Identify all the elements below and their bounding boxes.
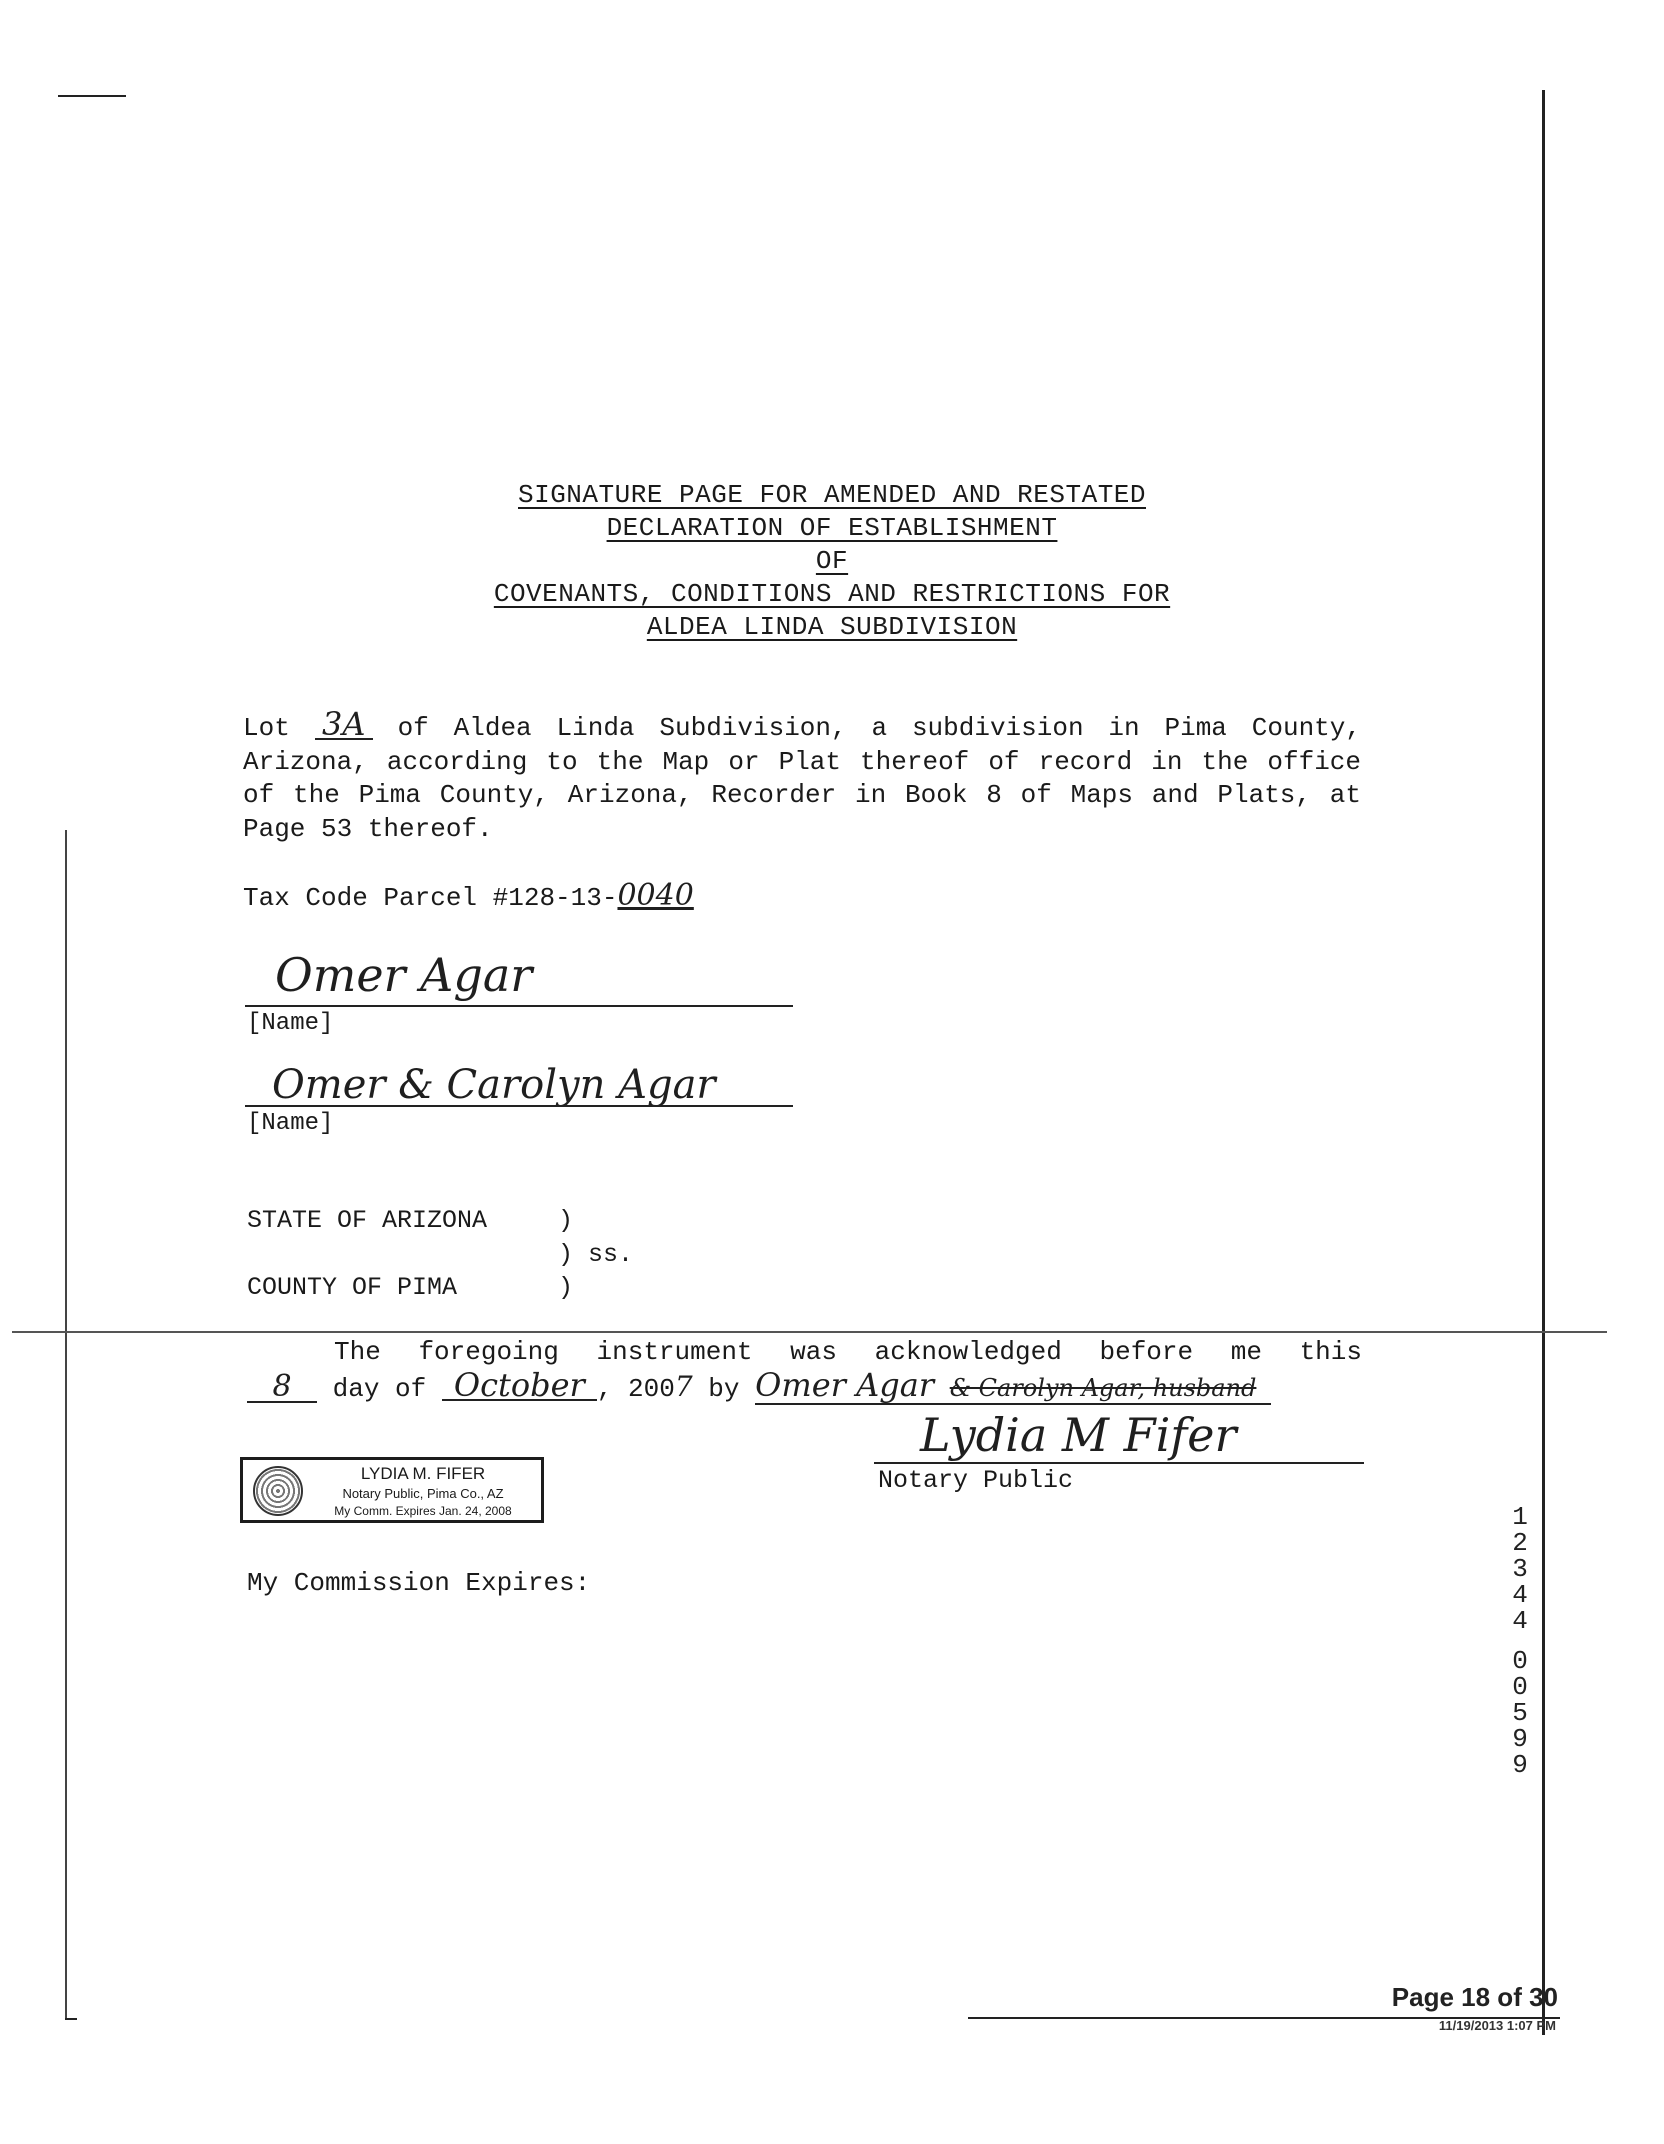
venue-ss: ) ss.	[558, 1240, 634, 1269]
notary-stamp-name: LYDIA M. FIFER	[360, 1464, 486, 1483]
top-left-mark	[58, 95, 126, 97]
venue-paren-1: )	[558, 1206, 574, 1235]
right-margin-line	[1542, 90, 1545, 2035]
name-label-2: [Name]	[247, 1110, 334, 1137]
lot-prefix: Lot	[243, 713, 290, 743]
title-line-2: DECLARATION OF ESTABLISHMENT	[606, 513, 1058, 543]
acknowledgment-month: October	[442, 1371, 597, 1401]
margin-number-char: 0	[1512, 1646, 1528, 1676]
title-line-5: ALDEA LINDA SUBDIVISION	[646, 612, 1018, 642]
margin-number-char: 9	[1512, 1750, 1528, 1780]
margin-number-char: 9	[1512, 1724, 1528, 1754]
signature-line-2	[245, 1105, 793, 1107]
margin-number-char: 4	[1512, 1606, 1528, 1636]
notary-seal-icon	[253, 1466, 303, 1516]
acknowledgment-day: 8	[247, 1373, 317, 1403]
acknowledgment-day-of: day of	[332, 1374, 427, 1404]
lot-number: 3A	[315, 710, 373, 740]
notary-stamp	[240, 1457, 544, 1523]
name-label-1: [Name]	[247, 1010, 334, 1037]
tax-code-parcel	[243, 878, 694, 913]
county-of-pima: COUNTY OF PIMA	[247, 1273, 458, 1302]
margin-number-char: 1	[1512, 1502, 1528, 1532]
lot-text: of Aldea Linda Subdivision, a subdivision in Pima County, Arizona, according to the Map or Plat thereof of record in the office of the Pima County, Arizona, Recorder in Book 8 of Maps and Plats, at Page 53 thereof.	[243, 713, 1361, 844]
venue-paren-3: )	[558, 1273, 574, 1302]
notary-public-label: Notary Public	[878, 1466, 1074, 1495]
margin-recording-number	[1507, 1502, 1533, 1780]
acknowledgment-line-2	[247, 1366, 1271, 1405]
title-line-4: COVENANTS, CONDITIONS AND RESTRICTIONS FOR	[493, 579, 1171, 609]
acknowledgment-name-field	[755, 1366, 1271, 1405]
margin-number-char: 4	[1512, 1580, 1528, 1610]
tax-code-label: Tax Code Parcel #128-13-	[243, 883, 618, 913]
page-number: Page 18 of 30	[1391, 1982, 1558, 2012]
acknowledgment-year-digit: 7	[674, 1370, 693, 1403]
acknowledgment-name: Omer Agar	[755, 1366, 935, 1404]
commission-expires: My Commission Expires:	[247, 1568, 591, 1598]
acknowledgment-text: The foregoing instrument was acknowledged before me this	[334, 1337, 1362, 1367]
acknowledgment-struck-name: & Carolyn Agar, husband	[949, 1374, 1257, 1402]
tax-code-suffix: 0040	[617, 878, 694, 913]
acknowledgment-by: by	[708, 1374, 740, 1404]
notary-stamp-line-2: Notary Public, Pima Co., AZ	[342, 1486, 504, 1501]
signature-2: Omer & Carolyn Agar	[272, 1062, 716, 1108]
title-line-1: SIGNATURE PAGE FOR AMENDED AND RESTATED	[518, 480, 1146, 510]
footer-timestamp: 11/19/2013 1:07 PM	[1438, 2018, 1556, 2033]
notary-stamp-line-3: My Comm. Expires Jan. 24, 2008	[334, 1504, 512, 1518]
signature-line-1	[245, 1005, 793, 1007]
margin-number-char: 0	[1512, 1672, 1528, 1702]
signature-1: Omer Agar	[275, 948, 533, 1002]
fold-line	[12, 1331, 1607, 1333]
lot-description	[243, 705, 1361, 846]
margin-number-char: 3	[1512, 1554, 1528, 1584]
state-of-arizona: STATE OF ARIZONA	[247, 1206, 488, 1235]
margin-number-char: 5	[1512, 1698, 1528, 1728]
margin-number-char: 2	[1512, 1528, 1528, 1558]
left-margin-tick	[65, 2018, 77, 2020]
title-line-3: OF	[815, 546, 849, 576]
acknowledgment-year-prefix: , 200	[596, 1374, 675, 1404]
notary-signature-line	[874, 1462, 1364, 1464]
notary-signature: Lydia M Fifer	[920, 1408, 1237, 1462]
left-margin-line	[65, 830, 67, 2020]
